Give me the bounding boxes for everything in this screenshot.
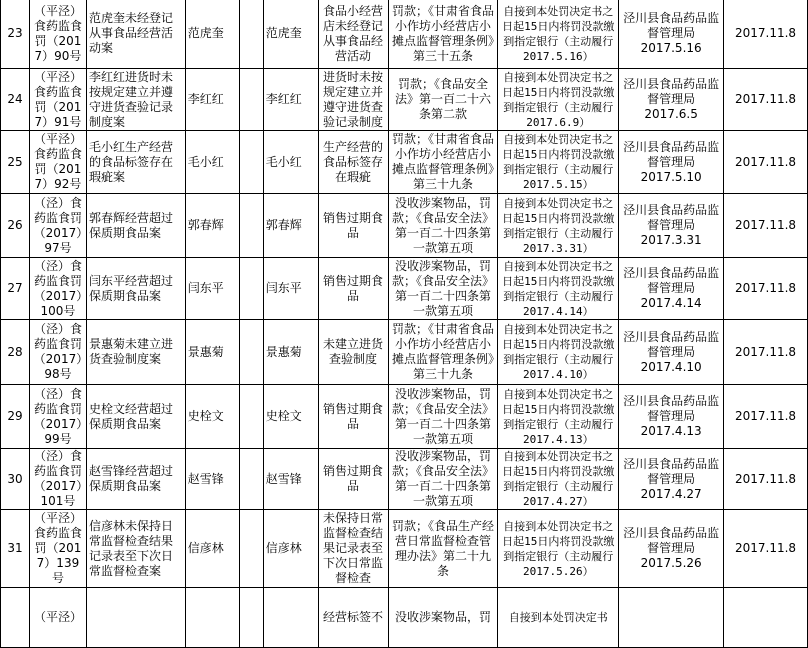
blank-cell [239, 131, 263, 194]
blank-cell [239, 69, 263, 131]
authority-name: 泾川县食品药品监督管理局 [623, 394, 720, 423]
blank-cell [239, 588, 263, 648]
publish-date: 2017.11.8 [724, 69, 808, 131]
decision-date: 2017.5.26 [640, 556, 702, 570]
case-name: 范虎奎未经登记从事食品经营活动案 [86, 0, 185, 69]
authority-date [619, 510, 724, 588]
decision-date: 2017.4.14 [640, 296, 702, 310]
authority-name: 泾川县食品药品监督管理局 [623, 139, 720, 169]
publish-date: 2017.11.8 [724, 385, 808, 449]
doc-number: （平泾）食药监食罚（2017）91号 [29, 69, 86, 131]
doc-number: （泾）食药监食罚（2017）98号 [29, 320, 86, 385]
case-name: 史栓文经营超过保质期食品案 [86, 385, 185, 449]
person-name: 景惠菊 [263, 320, 318, 385]
authority-date [619, 320, 724, 385]
penalty-basis: 罚款；《食品安全法》第一百二十六条第二款 [388, 69, 498, 131]
case-name: 闫东平经营超过保质期食品案 [86, 258, 185, 320]
doc-number: （泾）食药监食罚（2017）101号 [29, 449, 86, 510]
penalty-basis: 罚款；《甘肃省食品小作坊小经营店小摊点监督管理条例》第三十五条 [388, 0, 498, 69]
penalty-method: 自接到本处罚决定书之日起15日内将罚没款缴到指定银行（主动履行2017.4.14） [498, 258, 619, 320]
authority-name: 泾川县食品药品监督管理局 [623, 456, 720, 486]
case-name: 李红红进货时未按规定建立并遵守进货查验记录制度案 [86, 69, 185, 131]
authority-date [619, 69, 724, 131]
party-name: 信彦林 [185, 510, 239, 588]
violation-fact: 进货时未按规定建立并遵守进货查验记录制度 [318, 69, 388, 131]
party-name: 郭春辉 [185, 194, 239, 258]
row-number: 26 [1, 194, 30, 258]
table-row [1, 385, 808, 449]
decision-date: 2017.3.31 [640, 233, 702, 247]
authority-name: 泾川县食品药品监督管理局 [623, 329, 720, 359]
party-name [185, 588, 239, 648]
violation-fact: 销售过期食品 [318, 385, 388, 449]
violation-fact: 销售过期食品 [318, 449, 388, 510]
violation-fact: 经营标签不 [318, 588, 388, 648]
case-name [86, 588, 185, 648]
decision-date: 2017.5.10 [640, 169, 702, 184]
blank-cell [239, 258, 263, 320]
authority-name: 泾川县食品药品监督管理局 [623, 203, 720, 232]
party-name: 闫东平 [185, 258, 239, 320]
doc-number: （泾）食药监食罚（2017）97号 [29, 194, 86, 258]
authority-date [619, 194, 724, 258]
blank-cell [239, 0, 263, 69]
row-number: 31 [1, 510, 30, 588]
penalty-basis: 没收涉案物品，罚款；《食品安全法》第一百二十四条第一款第五项 [388, 258, 498, 320]
case-name: 景惠菊未建立进货查验制度案 [86, 320, 185, 385]
penalty-method: 自接到本处罚决定书之日起15日内将罚没款缴到指定银行（主动履行2017.5.15） [498, 131, 619, 194]
authority-date [619, 588, 724, 648]
violation-fact: 销售过期食品 [318, 258, 388, 320]
penalty-method: 自接到本处罚决定书之日起15日内将罚没款缴到指定银行（主动履行2017.4.13） [498, 385, 619, 449]
penalty-method: 自接到本处罚决定书 [498, 588, 619, 648]
authority-name: 泾川县食品药品监督管理局 [623, 526, 720, 555]
penalty-basis: 没收涉案物品，罚款；《食品安全法》第一百二十四条第一款第五项 [388, 194, 498, 258]
authority-date [619, 131, 724, 194]
table-row [1, 588, 808, 648]
case-name: 赵雪锋经营超过保质期食品案 [86, 449, 185, 510]
authority-date [619, 0, 724, 69]
penalty-basis: 没收涉案物品，罚款；《食品安全法》第一百二十四条第一款第五项 [388, 449, 498, 510]
row-number: 25 [1, 131, 30, 194]
publish-date: 2017.11.8 [724, 0, 808, 69]
publish-date: 2017.11.8 [724, 194, 808, 258]
decision-date: 2017.6.5 [644, 107, 698, 121]
publish-date: 2017.11.8 [724, 510, 808, 588]
decision-date: 2017.5.16 [640, 41, 702, 55]
authority-date [619, 258, 724, 320]
person-name [263, 588, 318, 648]
person-name: 李红红 [263, 69, 318, 131]
authority-date [619, 385, 724, 449]
authority-name: 泾川县食品药品监督管理局 [623, 77, 720, 106]
publish-date: 2017.11.8 [724, 320, 808, 385]
penalty-method: 自接到本处罚决定书之日起15日内将罚没款缴到指定银行（主动履行2017.4.10） [498, 320, 619, 385]
table-row [1, 449, 808, 510]
violation-fact: 食品小经营店未经登记从事食品经营活动 [318, 0, 388, 69]
violation-fact: 销售过期食品 [318, 194, 388, 258]
party-name: 李红红 [185, 69, 239, 131]
person-name: 赵雪锋 [263, 449, 318, 510]
penalty-method: 自接到本处罚决定书之日起15日内将罚没款缴到指定银行（主动履行2017.3.31） [498, 194, 619, 258]
row-number: 23 [1, 0, 30, 69]
violation-fact: 生产经营的食品标签存在瑕疵 [318, 131, 388, 194]
authority-name: 泾川县食品药品监督管理局 [623, 266, 720, 295]
person-name: 史栓文 [263, 385, 318, 449]
case-name: 信彦林未保持日常监督检查结果记录表至下次日常监督检查案 [86, 510, 185, 588]
doc-number: （泾）食药监食罚（2017）100号 [29, 258, 86, 320]
blank-cell [239, 385, 263, 449]
penalty-basis: 罚款；《甘肃省食品小作坊小经营店小摊点监督管理条例》第三十九条 [388, 320, 498, 385]
doc-number: （平泾）食药监食罚（2017）90号 [29, 0, 86, 69]
doc-number: （平泾） [29, 588, 86, 648]
penalty-method: 自接到本处罚决定书之日起15日内将罚没款缴到指定银行（主动履行2017.5.26） [498, 510, 619, 588]
penalty-basis: 没收涉案物品，罚款；《食品安全法》第一百二十四条第一款第五项 [388, 385, 498, 449]
penalty-basis: 罚款；《食品生产经营日常监督检查管理办法》第二十九条 [388, 510, 498, 588]
violation-fact: 未保持日常监督检查结果记录表至下次日常监督检查 [318, 510, 388, 588]
person-name: 闫东平 [263, 258, 318, 320]
table-row [1, 131, 808, 194]
table-row [1, 258, 808, 320]
blank-cell [239, 449, 263, 510]
decision-date: 2017.4.10 [640, 359, 702, 374]
case-name: 毛小红生产经营的食品标签存在瑕疵案 [86, 131, 185, 194]
doc-number: （平泾）食药监食罚（2017）92号 [29, 131, 86, 194]
penalty-method: 自接到本处罚决定书之日起15日内将罚没款缴到指定银行（主动履行2017.4.27） [498, 449, 619, 510]
party-name: 景惠菊 [185, 320, 239, 385]
party-name: 史栓文 [185, 385, 239, 449]
row-number: 24 [1, 69, 30, 131]
doc-number: （泾）食药监食罚（2017）99号 [29, 385, 86, 449]
violation-fact: 未建立进货查验制度 [318, 320, 388, 385]
party-name: 范虎奎 [185, 0, 239, 69]
person-name: 范虎奎 [263, 0, 318, 69]
penalty-basis: 没收涉案物品，罚 [388, 588, 498, 648]
decision-date: 2017.4.13 [640, 424, 702, 438]
penalty-method: 自接到本处罚决定书之日起15日内将罚没款缴到指定银行（主动履行2017.6.9） [498, 69, 619, 131]
penalty-basis: 罚款；《甘肃省食品小作坊小经营店小摊点监督管理条例》第三十九条 [388, 131, 498, 194]
blank-cell [239, 510, 263, 588]
blank-cell [239, 194, 263, 258]
penalty-method: 自接到本处罚决定书之日起15日内将罚没款缴到指定银行（主动履行2017.5.16） [498, 0, 619, 69]
doc-number: （平泾）食药监食罚（2017）139号 [29, 510, 86, 588]
decision-date: 2017.4.27 [640, 486, 702, 501]
publish-date: 2017.11.8 [724, 449, 808, 510]
publish-date [724, 588, 808, 648]
row-number [1, 588, 30, 648]
party-name: 毛小红 [185, 131, 239, 194]
case-name: 郭春辉经营超过保质期食品案 [86, 194, 185, 258]
table-row [1, 194, 808, 258]
table-row [1, 0, 808, 69]
row-number: 28 [1, 320, 30, 385]
table-row [1, 69, 808, 131]
row-number: 27 [1, 258, 30, 320]
person-name: 毛小红 [263, 131, 318, 194]
person-name: 郭春辉 [263, 194, 318, 258]
authority-name: 泾川县食品药品监督管理局 [623, 11, 720, 40]
row-number: 29 [1, 385, 30, 449]
publish-date: 2017.11.8 [724, 258, 808, 320]
row-number: 30 [1, 449, 30, 510]
table-row [1, 320, 808, 385]
authority-date [619, 449, 724, 510]
table-row [1, 510, 808, 588]
publish-date: 2017.11.8 [724, 131, 808, 194]
blank-cell [239, 320, 263, 385]
party-name: 赵雪锋 [185, 449, 239, 510]
person-name: 信彦林 [263, 510, 318, 588]
